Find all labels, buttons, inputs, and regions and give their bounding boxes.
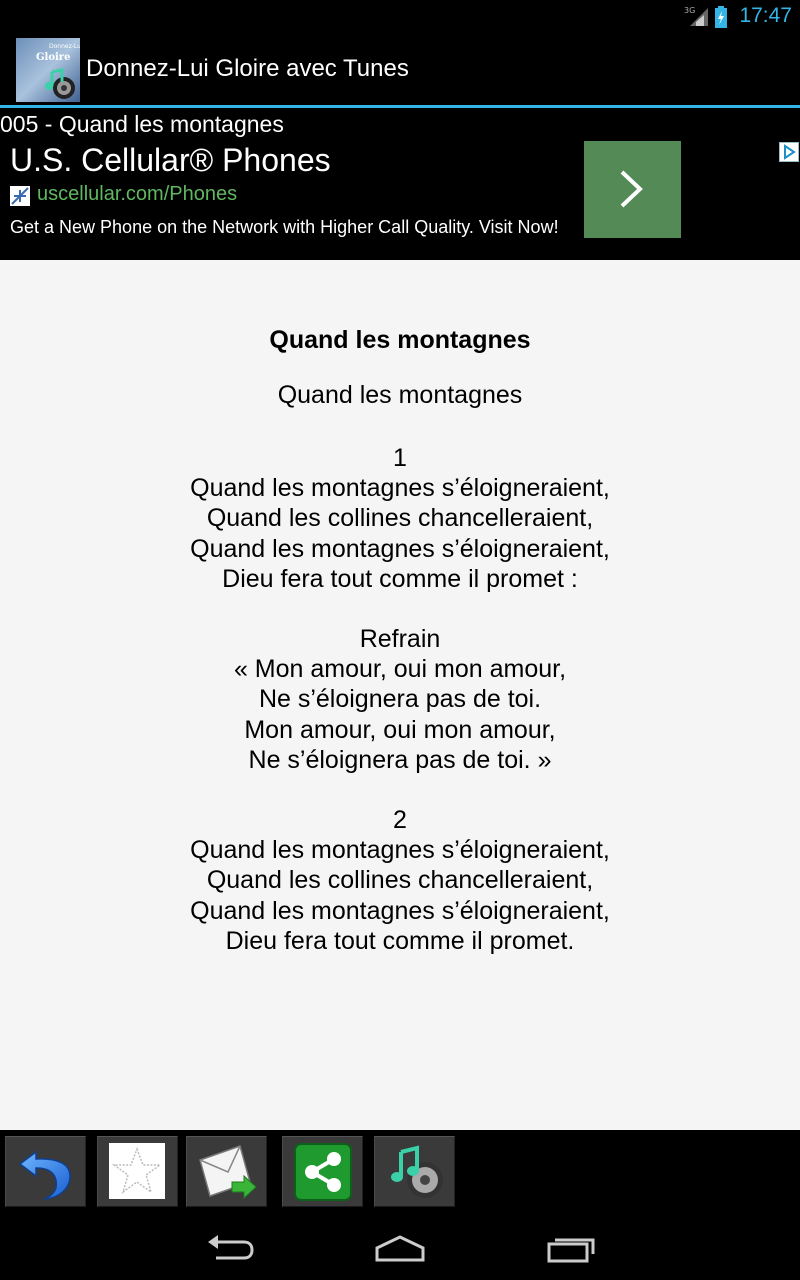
music-button[interactable] <box>374 1136 455 1207</box>
lyric-line: Ne s’éloignera pas de toi. » <box>248 745 552 774</box>
svg-text:3G: 3G <box>684 6 696 15</box>
refrain-label: Refrain <box>359 625 441 653</box>
lyric-line: « Mon amour, oui mon amour, <box>233 655 567 684</box>
lyric-line: Quand les montagnes s’éloigneraient, <box>190 474 610 503</box>
signal-3g-icon <box>684 5 710 31</box>
app-title: Donnez-Lui Gloire avec Tunes <box>86 55 409 82</box>
svg-text:Gloire: Gloire <box>36 52 71 63</box>
lyrics-content <box>0 260 800 1130</box>
share-button[interactable] <box>282 1136 363 1207</box>
ad-url-link[interactable]: uscellular.com/Phones <box>37 183 238 205</box>
ad-description[interactable]: Get a New Phone on the Network with Higher Call Quality. Visit Now! <box>10 217 559 237</box>
lyric-line: Quand les montagnes s’éloigneraient, <box>190 836 610 865</box>
ad-open-button[interactable] <box>584 141 681 238</box>
nav-back-icon[interactable] <box>206 1232 254 1268</box>
lyric-line: Quand les montagnes s’éloigneraient, <box>190 896 610 925</box>
ad-choices-icon[interactable] <box>779 142 799 166</box>
lyrics-subtitle: Quand les montagnes <box>277 381 523 409</box>
email-forward-icon <box>194 1142 260 1202</box>
share-icon <box>294 1143 352 1201</box>
status-clock: 17:47 <box>739 4 792 27</box>
lyric-line: Dieu fera tout comme il promet : <box>222 564 578 593</box>
star-icon <box>109 1143 165 1199</box>
lyric-line: Quand les collines chancelleraient, <box>206 866 594 895</box>
favorite-icon-box <box>109 1143 165 1199</box>
ad-url-favicon-icon <box>10 186 30 210</box>
refrain <box>0 624 800 775</box>
verse-number: 2 <box>393 806 407 834</box>
verse-1 <box>0 443 800 594</box>
verse-2 <box>0 805 800 956</box>
lyrics-title: Quand les montagnes <box>269 326 531 354</box>
favorite-button[interactable] <box>97 1136 178 1207</box>
song-subtitle: 005 - Quand les montagnes <box>0 111 284 137</box>
lyric-line: Mon amour, oui mon amour, <box>244 715 556 744</box>
chevron-right-icon <box>618 169 646 209</box>
svg-text:Donnez-Lui: Donnez-Lui <box>49 43 80 50</box>
battery-charging-icon <box>714 6 728 32</box>
status-bar <box>0 0 800 33</box>
music-note-icon <box>385 1142 445 1202</box>
system-nav-bar <box>0 1218 800 1280</box>
lyric-line: Ne s’éloignera pas de toi. <box>258 685 542 714</box>
lyric-line: Quand les montagnes s’éloigneraient, <box>190 534 610 563</box>
back-button[interactable] <box>5 1136 86 1207</box>
email-button[interactable] <box>186 1136 267 1207</box>
verse-number: 1 <box>393 444 407 472</box>
lyric-line: Quand les collines chancelleraient, <box>206 504 594 533</box>
app-logo-icon[interactable] <box>16 38 80 102</box>
lyric-line: Dieu fera tout comme il promet. <box>225 926 575 955</box>
nav-home-icon[interactable] <box>374 1232 426 1268</box>
nav-recents-icon[interactable] <box>546 1232 596 1268</box>
ad-title[interactable]: U.S. Cellular® Phones <box>10 142 331 178</box>
action-bar <box>0 33 800 108</box>
back-arrow-icon <box>16 1142 76 1202</box>
bottom-toolbar <box>0 1130 800 1218</box>
